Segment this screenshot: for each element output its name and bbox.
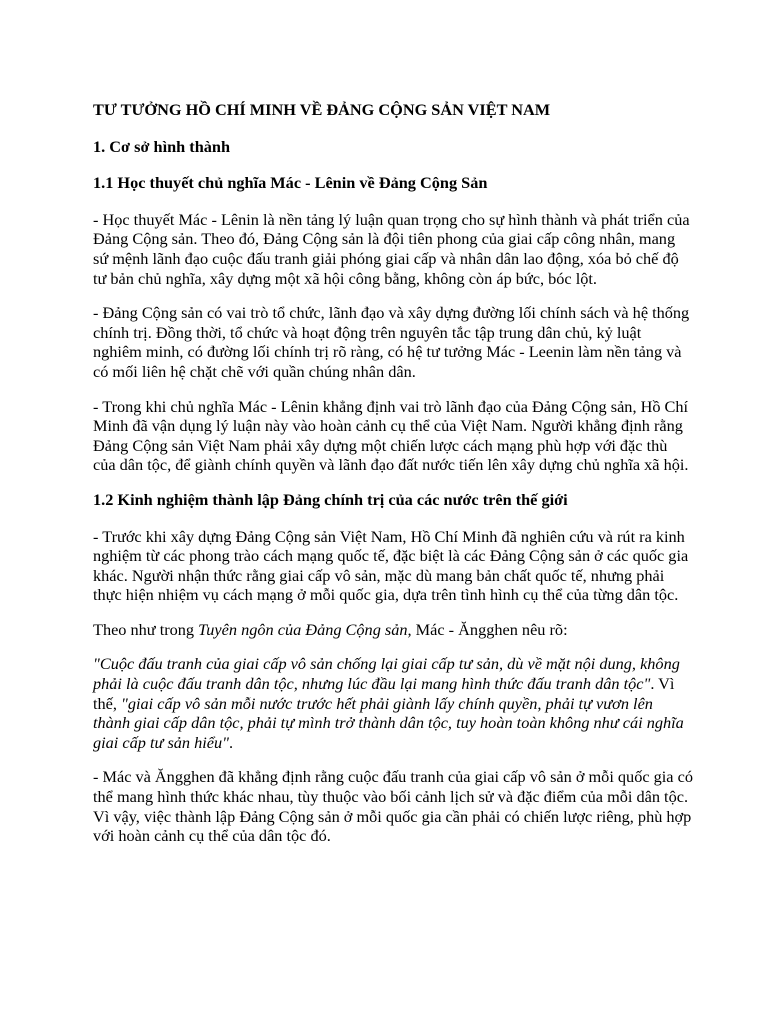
quote-1: "Cuộc đấu tranh của giai cấp vô sản chống lại giai cấp tư sản, dù về mặt nội dung, không phải là cuộc đấu tranh dân tộc, nhưng lúc đầu lại mang hình thức đấu tranh dân tộc" [93, 654, 680, 694]
manifesto-title: Tuyên ngôn của Đảng Cộng sản, [198, 619, 412, 639]
paragraph-7: - Mác và Ăngghen đã khẳng định rằng cuộc đấu tranh của giai cấp vô sản ở mỗi quốc gia có thể mang hình thức khác nhau, tùy thuộc vào bối cảnh lịch sử và đặc điểm của mỗi dân tộc. Vì vậy, việc thành lập Đảng Cộng sản ở mỗi quốc gia cần phải có chiến lược riêng, phù hợp với hoàn cảnh cụ thể của dân tộc đó. [93, 767, 693, 846]
quote-end: . [229, 732, 234, 752]
paragraph-5-prefix: Theo như trong [93, 619, 199, 639]
paragraph-6-quote [93, 654, 693, 752]
quote-2: "giai cấp vô sản mỗi nước trước hết phải giành lấy chính quyền, phải tự vươn lên thành giai cấp dân tộc, phải tự mình trở thành dân tộc, tuy hoàn toàn không như cái nghĩa giai cấp tư sản hiểu" [93, 693, 684, 752]
paragraph-2: - Đảng Cộng sản có vai trò tổ chức, lãnh đạo và xây dựng đường lối chính sách và hệ thống chính trị. Đồng thời, tổ chức và hoạt động trên nguyên tắc tập trung dân chủ, kỷ luật nghiêm minh, có đường lối chính trị rõ ràng, có hệ tư tưởng Mác - Leenin làm nền tảng và có mối liên hệ chặt chẽ với quần chúng nhân dân. [93, 303, 690, 381]
document-page [93, 100, 693, 861]
document-title: TƯ TƯỞNG HỒ CHÍ MINH VỀ ĐẢNG CỘNG SẢN VIỆT NAM [93, 100, 551, 119]
section-1-heading: 1. Cơ sở hình thành [93, 136, 231, 156]
quote-connector: . Vì thế, [93, 674, 675, 713]
paragraph-4: - Trước khi xây dựng Đảng Cộng sản Việt Nam, Hồ Chí Minh đã nghiên cứu và rút ra kinh nghiệm từ các phong trào cách mạng quốc tế, đặc biệt là các Đảng Cộng sản ở các quốc gia khác. Người nhận thức rằng giai cấp vô sản, mặc dù mang bản chất quốc tế, nhưng phải thực hiện nhiệm vụ cách mạng ở mỗi quốc gia, dựa trên tình hình cụ thể của từng dân tộc. [93, 526, 689, 605]
paragraph-5 [93, 620, 693, 640]
paragraph-5-suffix: Mác - Ăngghen nêu rõ: [411, 619, 568, 639]
paragraph-1: - Học thuyết Mác - Lênin là nền tảng lý luận quan trọng cho sự hình thành và phát triển của Đảng Cộng sản. Theo đó, Đảng Cộng sản là đội tiên phong của giai cấp công nhân, mang sứ mệnh lãnh đạo cuộc đấu tranh giải phóng giai cấp và nhân dân lao động, xóa bỏ chế độ tư bản chủ nghĩa, xây dựng một xã hội công bằng, không còn áp bức, bóc lột. [93, 209, 690, 288]
section-1-2-heading: 1.2 Kinh nghiệm thành lập Đảng chính trị của các nước trên thế giới [93, 489, 568, 509]
paragraph-3: - Trong khi chủ nghĩa Mác - Lênin khẳng định vai trò lãnh đạo của Đảng Cộng sản, Hồ Chí Minh đã vận dụng lý luận này vào hoàn cảnh cụ thể của Việt Nam. Người khẳng định rằng Đảng Cộng sản Việt Nam phải xây dựng một chiến lược cách mạng phù hợp với đặc thù của dân tộc, để giành chính quyền và lãnh đạo đất nước tiến lên xây dựng chủ nghĩa xã hội. [93, 396, 689, 475]
section-1-1-heading: 1.1 Học thuyết chủ nghĩa Mác - Lênin về Đảng Cộng Sản [93, 173, 488, 193]
